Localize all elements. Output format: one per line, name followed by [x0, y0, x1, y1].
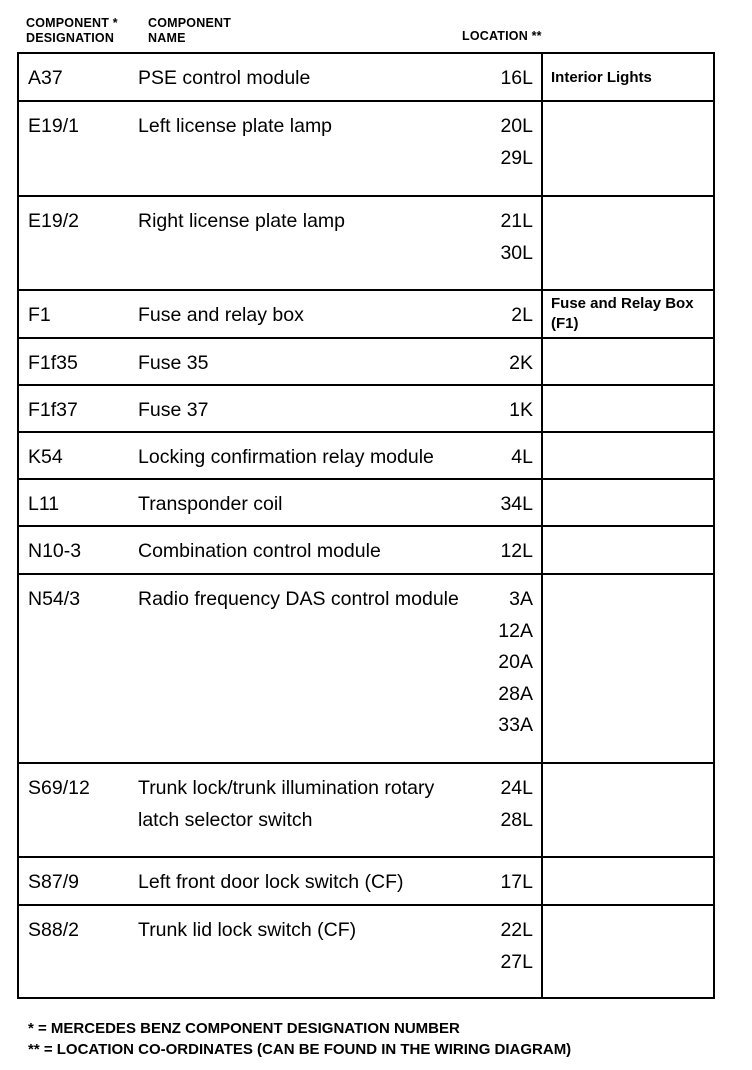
- location-coordinate: 28A: [498, 682, 533, 705]
- section-label: [542, 432, 714, 479]
- component-name: PSE control module: [134, 53, 474, 101]
- component-name: Left front door lock switch (CF): [134, 857, 474, 905]
- component-designation: F1: [18, 290, 134, 338]
- component-name: Left license plate lamp: [134, 101, 474, 196]
- footnote-designation: * = MERCEDES BENZ COMPONENT DESIGNATION NUMBER: [28, 1020, 460, 1037]
- component-name: Combination control module: [134, 526, 474, 574]
- table-row: [18, 196, 714, 290]
- designation-header-line2: DESIGNATION: [26, 31, 115, 45]
- component-location: [474, 385, 542, 432]
- component-location: [474, 526, 542, 574]
- component-location: [474, 290, 542, 338]
- component-location: [474, 196, 542, 290]
- location-coordinate: 16L: [500, 67, 533, 89]
- component-location: [474, 338, 542, 385]
- section-label: [542, 196, 714, 290]
- table-row: [18, 905, 714, 998]
- table-row: [18, 526, 714, 574]
- section-label: [542, 479, 714, 526]
- footnotes: [28, 1018, 571, 1060]
- location-coordinate: 17L: [500, 871, 533, 893]
- table-row: [18, 338, 714, 385]
- component-name: Locking confirmation relay module: [134, 432, 474, 479]
- component-designation: A37: [18, 53, 134, 101]
- section-label: [542, 101, 714, 196]
- name-header-line2: NAME: [148, 31, 186, 45]
- section-label: [542, 526, 714, 574]
- location-column-header: LOCATION **: [462, 29, 542, 43]
- component-designation: E19/2: [18, 196, 134, 290]
- location-coordinate: 34L: [500, 493, 533, 515]
- component-location: [474, 101, 542, 196]
- section-label: [542, 857, 714, 905]
- footnote-location: ** = LOCATION CO-ORDINATES (CAN BE FOUND IN THE WIRING DIAGRAM): [28, 1041, 572, 1058]
- name-header-line1: COMPONENT: [148, 16, 232, 30]
- location-coordinate: 2K: [509, 352, 533, 374]
- table-row: [18, 763, 714, 857]
- location-coordinate: 12A: [498, 619, 533, 642]
- table-row: [18, 101, 714, 196]
- component-name: Radio frequency DAS control module: [134, 574, 474, 763]
- component-name: Trunk lid lock switch (CF): [134, 905, 474, 998]
- location-coordinate: 30L: [500, 241, 533, 264]
- component-location: [474, 905, 542, 998]
- location-coordinate: 4L: [511, 446, 533, 468]
- component-designation: S88/2: [18, 905, 134, 998]
- component-designation: S87/9: [18, 857, 134, 905]
- location-coordinate: 24L: [500, 777, 533, 799]
- component-location: [474, 432, 542, 479]
- component-location: [474, 857, 542, 905]
- table-row: [18, 290, 714, 338]
- designation-column-header: [26, 16, 118, 46]
- component-name: Right license plate lamp: [134, 196, 474, 290]
- component-table: [17, 52, 715, 999]
- component-name: Transponder coil: [134, 479, 474, 526]
- section-label: Interior Lights: [542, 53, 714, 101]
- component-designation: S69/12: [18, 763, 134, 857]
- table-row: [18, 479, 714, 526]
- section-label: [542, 905, 714, 998]
- section-label: [542, 338, 714, 385]
- component-location: [474, 53, 542, 101]
- component-designation: K54: [18, 432, 134, 479]
- section-label: [542, 574, 714, 763]
- component-location: [474, 763, 542, 857]
- location-coordinate: 29L: [500, 146, 533, 169]
- location-coordinate: 3A: [509, 588, 533, 610]
- component-designation: N10-3: [18, 526, 134, 574]
- name-column-header: [148, 16, 231, 46]
- location-coordinate: 20A: [498, 651, 533, 673]
- section-label: [542, 763, 714, 857]
- location-coordinate: 22L: [500, 919, 533, 941]
- table-row: [18, 432, 714, 479]
- component-name: Fuse 35: [134, 338, 474, 385]
- component-location: [474, 479, 542, 526]
- component-name: Fuse and relay box: [134, 290, 474, 338]
- component-name: Trunk lock/trunk illumination rotary latch selector switch: [134, 763, 474, 857]
- table-row: [18, 385, 714, 432]
- component-name: Fuse 37: [134, 385, 474, 432]
- location-coordinate: 20L: [500, 115, 533, 137]
- section-label: [542, 385, 714, 432]
- component-designation: E19/1: [18, 101, 134, 196]
- table-row: [18, 574, 714, 763]
- location-coordinate: 33A: [498, 714, 533, 736]
- component-designation: N54/3: [18, 574, 134, 763]
- component-designation: F1f35: [18, 338, 134, 385]
- location-coordinate: 1K: [509, 399, 533, 421]
- component-designation: L11: [18, 479, 134, 526]
- designation-header-line1: COMPONENT *: [26, 16, 118, 30]
- section-label: Fuse and Relay Box (F1): [542, 290, 714, 338]
- component-location: [474, 574, 542, 763]
- location-coordinate: 27L: [500, 950, 533, 973]
- location-coordinate: 21L: [500, 210, 533, 232]
- table-row: [18, 857, 714, 905]
- component-designation: F1f37: [18, 385, 134, 432]
- location-coordinate: 12L: [500, 540, 533, 562]
- table-row: [18, 53, 714, 101]
- location-coordinate: 2L: [511, 304, 533, 326]
- location-coordinate: 28L: [500, 808, 533, 831]
